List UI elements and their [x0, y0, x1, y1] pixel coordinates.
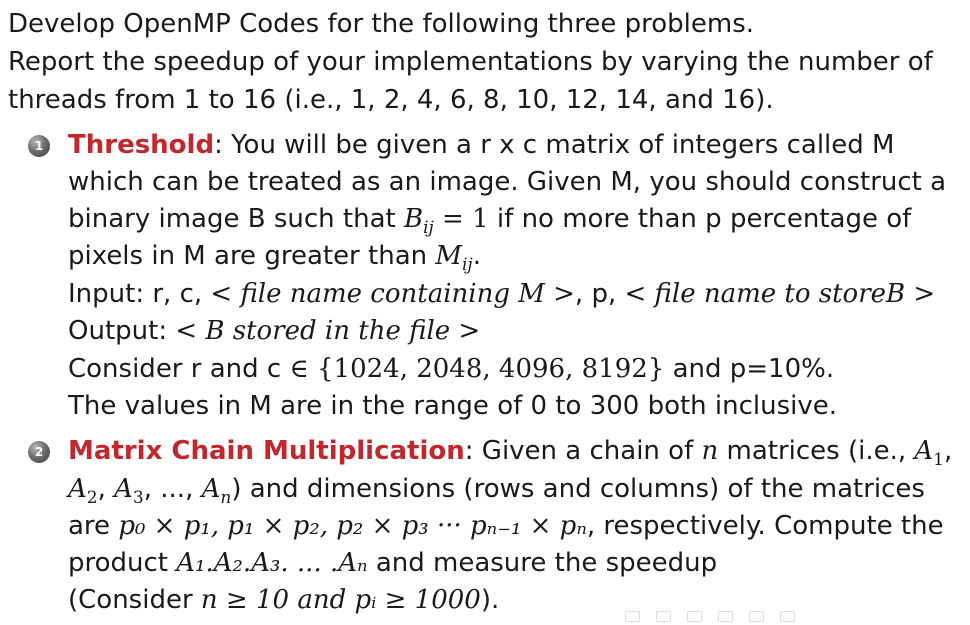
nav-section-icon[interactable]: [687, 611, 702, 622]
item1-line-4: [68, 238, 481, 274]
item1-var-m: M: [435, 241, 462, 271]
item2-var-a2: A: [68, 474, 87, 504]
item2-line5-b: ).: [480, 585, 500, 615]
item2-line2-rest: ) and dimensions (rows and columns) of the matrices: [231, 474, 925, 504]
item2-line1-b: matrices (i.e.,: [718, 436, 915, 466]
item1-var-b-sub: ij: [423, 218, 434, 239]
nav-search-icon[interactable]: [780, 611, 795, 622]
item1-input-mid: , p,: [574, 279, 625, 309]
item2-var-a3: A: [114, 474, 133, 504]
item1-range-line: The values in M are in the range of 0 to 300 both inclusive.: [68, 391, 838, 421]
item1-input-label: Input: r, c,: [68, 279, 211, 309]
item2-line-5: [68, 582, 499, 618]
item2-line4-b: and measure the speedup: [367, 548, 718, 578]
bullet-number-2: 2: [28, 441, 50, 463]
item2-line3-b: , respectively. Compute the: [586, 511, 944, 541]
item2-var-a2-sub: 2: [86, 488, 98, 509]
item1-var-m-sub: ij: [462, 255, 473, 276]
item1-line-3: [68, 201, 911, 237]
item2-line-4: [68, 545, 717, 581]
item2-var-an-sub: n: [220, 488, 232, 509]
item1-line4-end: .: [472, 241, 481, 271]
item1-var-b: B: [403, 204, 424, 234]
item2-var-a3-sub: 3: [132, 488, 144, 509]
item2-line1-end: ,: [944, 436, 953, 466]
item1-consider-a: Consider r and c: [68, 354, 290, 384]
item1-input-arg2: < file name to storeB >: [624, 279, 936, 309]
bullet-number-1: 1: [28, 135, 50, 157]
item1-line-2: which can be treated as an image. Given M, you should construct a: [68, 167, 947, 197]
item2-line5-a: (Consider: [68, 585, 201, 615]
item1-line1-text: : You will be given a r x c matrix of integers called M: [214, 130, 895, 160]
item1-input-arg1: < file name containing M >: [210, 279, 575, 309]
nav-document-icon[interactable]: [718, 611, 733, 622]
nav-frame-icon[interactable]: [625, 611, 640, 622]
item2-line3-a: are: [68, 511, 119, 541]
item1-line3-b: if no more than p percentage of: [488, 204, 912, 234]
item2-var-a1: A: [914, 436, 934, 466]
item1-consider-set: ∈ {1024, 2048, 4096, 8192}: [289, 354, 665, 384]
item2-product-math: A₁.A₂.A₃. ... .Aₙ: [176, 548, 368, 578]
item2-line-2: [68, 471, 925, 507]
item1-line-1: [68, 127, 894, 163]
item2-var-a1-sub: 1: [933, 450, 944, 471]
nav-subsection-icon[interactable]: [656, 611, 671, 622]
item1-consider-line: [68, 351, 834, 387]
nav-appendix-icon[interactable]: [749, 611, 764, 622]
item2-var-n: n: [701, 436, 719, 466]
item1-eq: = 1: [433, 204, 489, 234]
item2-line-3: [68, 508, 944, 544]
item1-input-line: [68, 276, 935, 312]
item1-title: Threshold: [68, 130, 215, 160]
intro-line-3: threads from 1 to 16 (i.e., 1, 2, 4, 6, 8, 10, 12, 14, and 16).: [8, 85, 774, 115]
item2-title: Matrix Chain Multiplication: [68, 436, 465, 466]
item2-sep-1: ,: [97, 474, 115, 504]
item1-line4-a: pixels in M are greater than: [68, 241, 436, 271]
intro-line-1: Develop OpenMP Codes for the following three problems.: [8, 9, 755, 39]
item2-dims-math: p₀ × p₁, p₁ × p₂, p₂ × p₃ ··· pₙ₋₁ × pₙ: [118, 511, 587, 541]
item2-line4-a: product: [68, 548, 177, 578]
beamer-navigation-bar[interactable]: [625, 607, 965, 621]
intro-line-2: Report the speedup of your implementations by varying the number of: [8, 47, 933, 77]
item1-line3-a: binary image B such that: [68, 204, 404, 234]
item1-output-arg: < B stored in the file >: [175, 316, 481, 346]
item2-constraint-math: n ≥ 10 and pᵢ ≥ 1000: [200, 585, 481, 615]
item2-line1-a: : Given a chain of: [464, 436, 702, 466]
item1-output-label: Output:: [68, 316, 176, 346]
item2-line-1: [68, 433, 952, 469]
item2-dots: , ...,: [143, 474, 202, 504]
item2-var-an: A: [201, 474, 221, 504]
item1-consider-b: and p=10%.: [664, 354, 835, 384]
item1-output-line: [68, 313, 480, 349]
